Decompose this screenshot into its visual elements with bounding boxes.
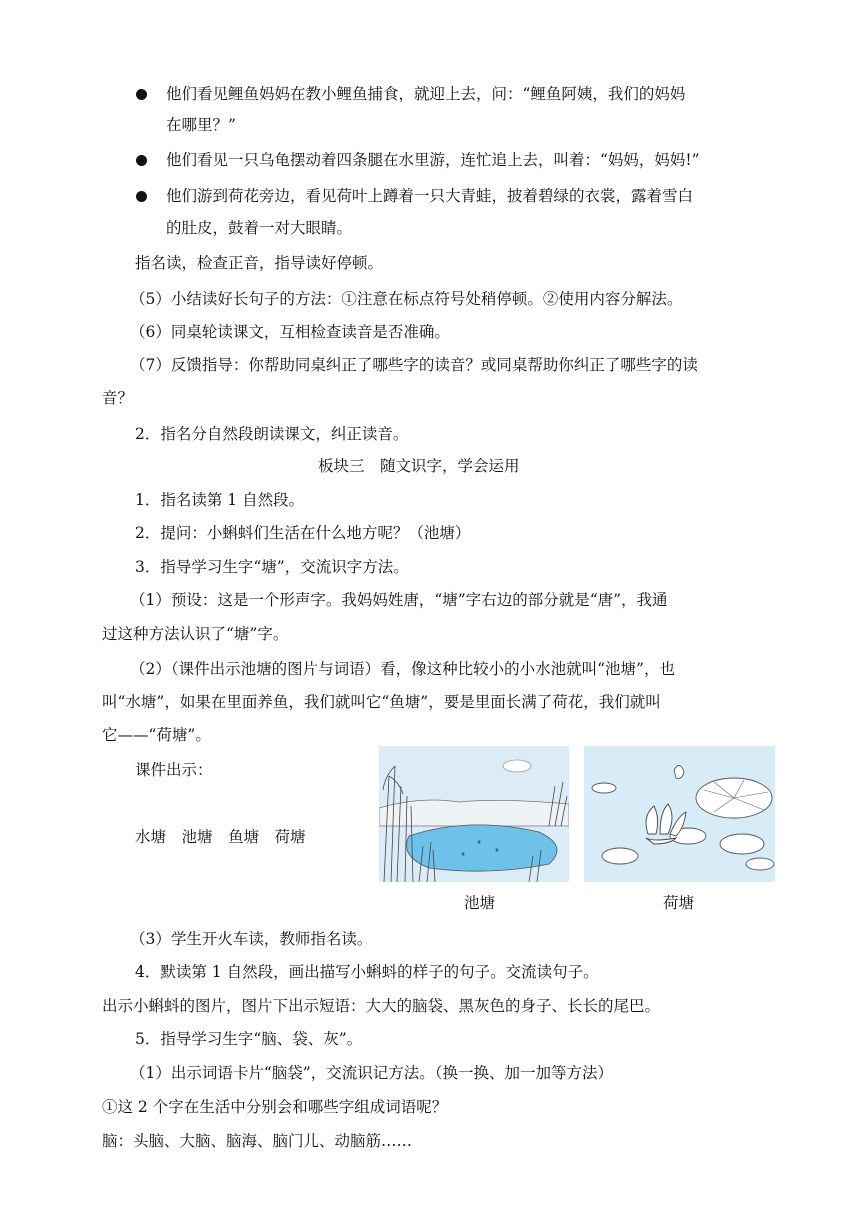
paragraph: （2）（课件出示池塘的图片与词语）看，像这种比较小的小水池就叫“池塘”，也	[130, 660, 675, 678]
paragraph: ①这 2 个字在生活中分别会和哪些字组成词语呢？	[102, 1098, 448, 1116]
section-heading: 板块三 随文识字，学会运用	[318, 457, 520, 475]
paragraph: （6）同桌轮读课文，互相检查读音是否准确。	[130, 323, 450, 341]
bullet-3-line-1: 他们游到荷花旁边，看见荷叶上蹲着一只大青蛙，披着碧绿的衣裳，露着雪白	[166, 187, 694, 205]
paragraph: 出示小蝌蚪的图片，图片下出示短语：大大的脑袋、黑灰色的身子、长长的尾巴。	[102, 997, 661, 1015]
bullet-dot	[136, 155, 147, 166]
pond-illustration	[379, 746, 569, 882]
paragraph: 2．提问：小蝌蚪们生活在什么地方呢？（池塘）	[135, 524, 471, 542]
pond-words: 水塘 池塘 鱼塘 荷塘	[135, 828, 306, 846]
lotus-caption: 荷塘	[663, 894, 695, 912]
paragraph: （1）预设：这是一个形声字。我妈妈姓唐，“塘”字右边的部分就是“唐”，我通	[130, 591, 668, 609]
paragraph: 3．指导学习生字“塘”，交流识字方法。	[135, 558, 409, 576]
lotus-icon	[584, 746, 775, 882]
lotus-pond-illustration	[584, 746, 775, 882]
paragraph: 音？	[102, 389, 134, 407]
paragraph: （7）反馈指导：你帮助同桌纠正了哪些字的读音？或同桌帮助你纠正了哪些字的读	[130, 356, 698, 374]
bullet-3-line-2: 的肚皮，鼓着一对大眼睛。	[166, 219, 353, 237]
paragraph: （1）出示词语卡片“脑袋”，交流识记方法。（换一换、加一加等方法）	[130, 1064, 613, 1082]
paragraph: 5．指导学习生字“脑、袋、灰”。	[135, 1030, 363, 1048]
paragraph: 过这种方法认识了“塘”字。	[102, 625, 289, 643]
paragraph: 叫“水塘”，如果在里面养鱼，我们就叫它“鱼塘”，要是里面长满了荷花，我们就叫	[102, 693, 661, 711]
bullet-1-line-2: 在哪里？”	[166, 116, 236, 134]
pond-icon	[379, 746, 569, 882]
bullet-1-line-1: 他们看见鲤鱼妈妈在教小鲤鱼捕食，就迎上去，问：“鲤鱼阿姨，我们的妈妈	[166, 85, 686, 103]
paragraph: （3）学生开火车读，教师指名读。	[130, 930, 373, 948]
paragraph: 它——“荷塘”。	[102, 726, 211, 744]
bullet-dot	[136, 191, 147, 202]
bullet-dot	[136, 89, 147, 100]
bullet-2-line-1: 他们看见一只乌龟摆动着四条腿在水里游，连忙追上去，叫着：“妈妈，妈妈!”	[166, 151, 700, 169]
courseware-label: 课件出示：	[135, 761, 213, 779]
pond-caption: 池塘	[464, 894, 496, 912]
paragraph: 脑：头脑、大脑、脑海、脑门儿、动脑筋……	[102, 1132, 413, 1150]
paragraph: 1．指名读第 1 自然段。	[135, 491, 305, 509]
paragraph: 2．指名分自然段朗读课文，纠正读音。	[135, 425, 409, 443]
paragraph: （5）小结读好长句子的方法：①注意在标点符号处稍停顿。②使用内容分解法。	[130, 290, 683, 308]
paragraph: 指名读，检查正音，指导读好停顿。	[135, 254, 384, 272]
paragraph: 4．默读第 1 自然段，画出描写小蝌蚪的样子的句子。交流读句子。	[135, 963, 599, 981]
